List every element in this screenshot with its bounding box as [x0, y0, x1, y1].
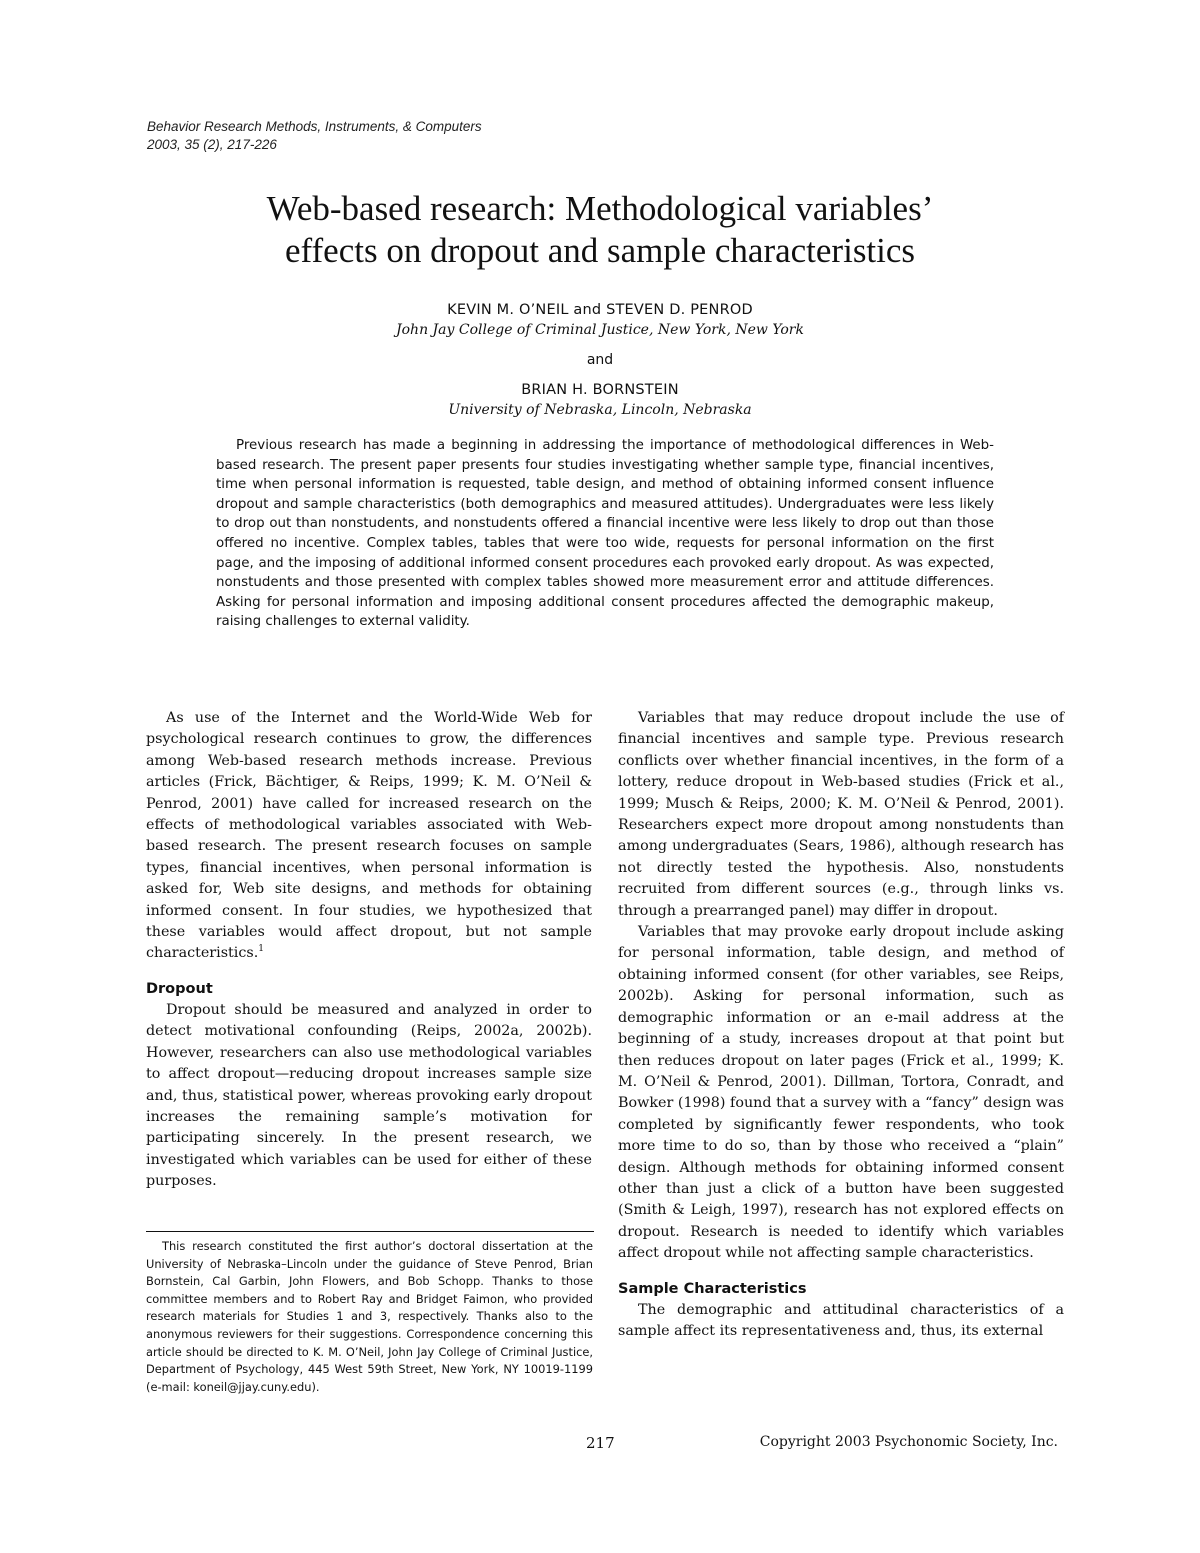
author-footnote: This research constituted the first author’s doctoral dissertation at the University of Nebraska–Lincoln under the guidance of Steve Penrod, Brian Bornstein, Cal Garbin, John Flowers, and Bob Schopp. Thanks to those committee members and to Robert Ray and Bridget Faimon, who provided research materials for Studies 1 and 3, respectively. Thanks also to the anonymous reviewers for their suggestions. Correspondence concerning this article should be directed to K. M. O’Neil, John Jay College of Criminal Justice, Department of Psychology, 445 West 59th Street, New York, NY 10019-1199 (e-mail: koneil@jjay.cuny.edu). — [146, 1239, 593, 1394]
financial-incentives-paragraph: Variables that may reduce dropout include the use of financial incentives and sample type. Previous research conflicts over whether financial incentives, in the form of a lottery, reduce dropout in Web-based studies (Frick et al., 1999; Musch & Reips, 2000; K. M. O’Neil & Penrod, 2001). Researchers expect more dropout among nonstudents than among undergraduates (Sears, 1986), although research has not directly tested the hypothesis. Also, nonstudents recruited from different sources (e.g., through links vs. through a prearranged panel) may differ in dropout. — [618, 710, 1064, 919]
sample-characteristics-paragraph: The demographic and attitudinal characteristics of a sample affect its representativeness and, thus, its external — [618, 1301, 1064, 1339]
page-number: 217 — [586, 1434, 615, 1452]
intro-paragraph — [146, 708, 592, 965]
article-title — [0, 188, 1200, 272]
early-dropout-paragraph: Variables that may provoke early dropout include asking for personal information, table design, and method of obtaining informed consent (for other variables, see Reips, 2002b). Asking for personal information, such as demographic information or an e-mail address at the beginning of a study, increases dropout at that point but then reduces dropout on later pages (Frick et al., 1999; K. M. O’Neil & Penrod, 2001). Dillman, Tortora, Conradt, and Bowker (1998) found that a survey with a “fancy” design was completed by significantly fewer respondents, who took more time to do so, than by those who received a “plain” design. Although methods for obtaining informed consent other than just a click of a button have been suggested (Smith & Leigh, 1997), research has not explored effects on dropout. Research is needed to identify which variables affect dropout while not affecting sample characteristics. — [618, 924, 1064, 1262]
title-line-2: effects on dropout and sample characteristics — [284, 231, 916, 270]
left-column — [146, 708, 592, 1193]
sample-characteristics-heading: Sample Characteristics — [618, 1280, 807, 1297]
dropout-heading: Dropout — [146, 980, 213, 997]
affiliation-2: University of Nebraska, Lincoln, Nebraska — [448, 402, 752, 418]
footnote-rule — [146, 1231, 594, 1232]
copyright-notice: Copyright 2003 Psychonomic Society, Inc. — [759, 1434, 1058, 1450]
journal-citation: 2003, 35 (2), 217-226 — [147, 137, 277, 152]
author-conjunction: and — [586, 352, 614, 368]
footnote-marker: 1 — [258, 944, 264, 955]
title-line-1: Web-based research: Methodological variables’ — [266, 189, 934, 228]
journal-header — [147, 118, 482, 154]
intro-text: As use of the Internet and the World-Wide Web for psychological research continues to grow, the differences among Web-based research methods increase. Previous articles (Frick, Bächtiger, & Reips, 1999; K. M. O’Neil & Penrod, 2001) have called for increased research on the effects of methodological variables associated with Web-based research. The present research focuses on sample types, financial incentives, when personal information is asked for, Web site designs, and methods for obtaining informed consent. In four studies, we hypothesized that these variables would affect dropout, but not sample characteristics. — [146, 710, 592, 962]
author-group-1: KEVIN M. O’NEIL and STEVEN D. PENROD — [447, 302, 753, 318]
journal-name: Behavior Research Methods, Instruments, & Computers — [147, 119, 482, 134]
author-group-2: BRIAN H. BORNSTEIN — [521, 382, 679, 398]
affiliation-1: John Jay College of Criminal Justice, New York, New York — [396, 322, 804, 338]
abstract: Previous research has made a beginning in addressing the importance of methodological differences in Web-based research. The present paper presents four studies investigating whether sample type, financial incentives, time when personal information is requested, table design, and method of obtaining informed consent influence dropout and sample characteristics (both demographics and measured attitudes). Undergraduates were less likely to drop out than nonstudents, and nonstudents offered a financial incentive were less likely to drop out than those offered no incentive. Complex tables, tables that were too wide, requests for personal information on the first page, and the imposing of additional informed consent procedures each provoked early dropout. As was expected, nonstudents and those presented with complex tables showed more measurement error and attitude differences. Asking for personal information and imposing additional consent procedures affected the demographic makeup, raising challenges to external validity. — [216, 438, 994, 630]
dropout-paragraph: Dropout should be measured and analyzed in order to detect motivational confounding (Reips, 2002a, 2002b). However, researchers can also use methodological variables to affect dropout—reducing dropout increases sample size and, thus, statistical power, whereas provoking early dropout increases the remaining sample’s motivation for participating sincerely. In the present research, we investigated which variables can be used for either of these purposes. — [146, 1001, 592, 1190]
right-column — [618, 708, 1064, 1342]
